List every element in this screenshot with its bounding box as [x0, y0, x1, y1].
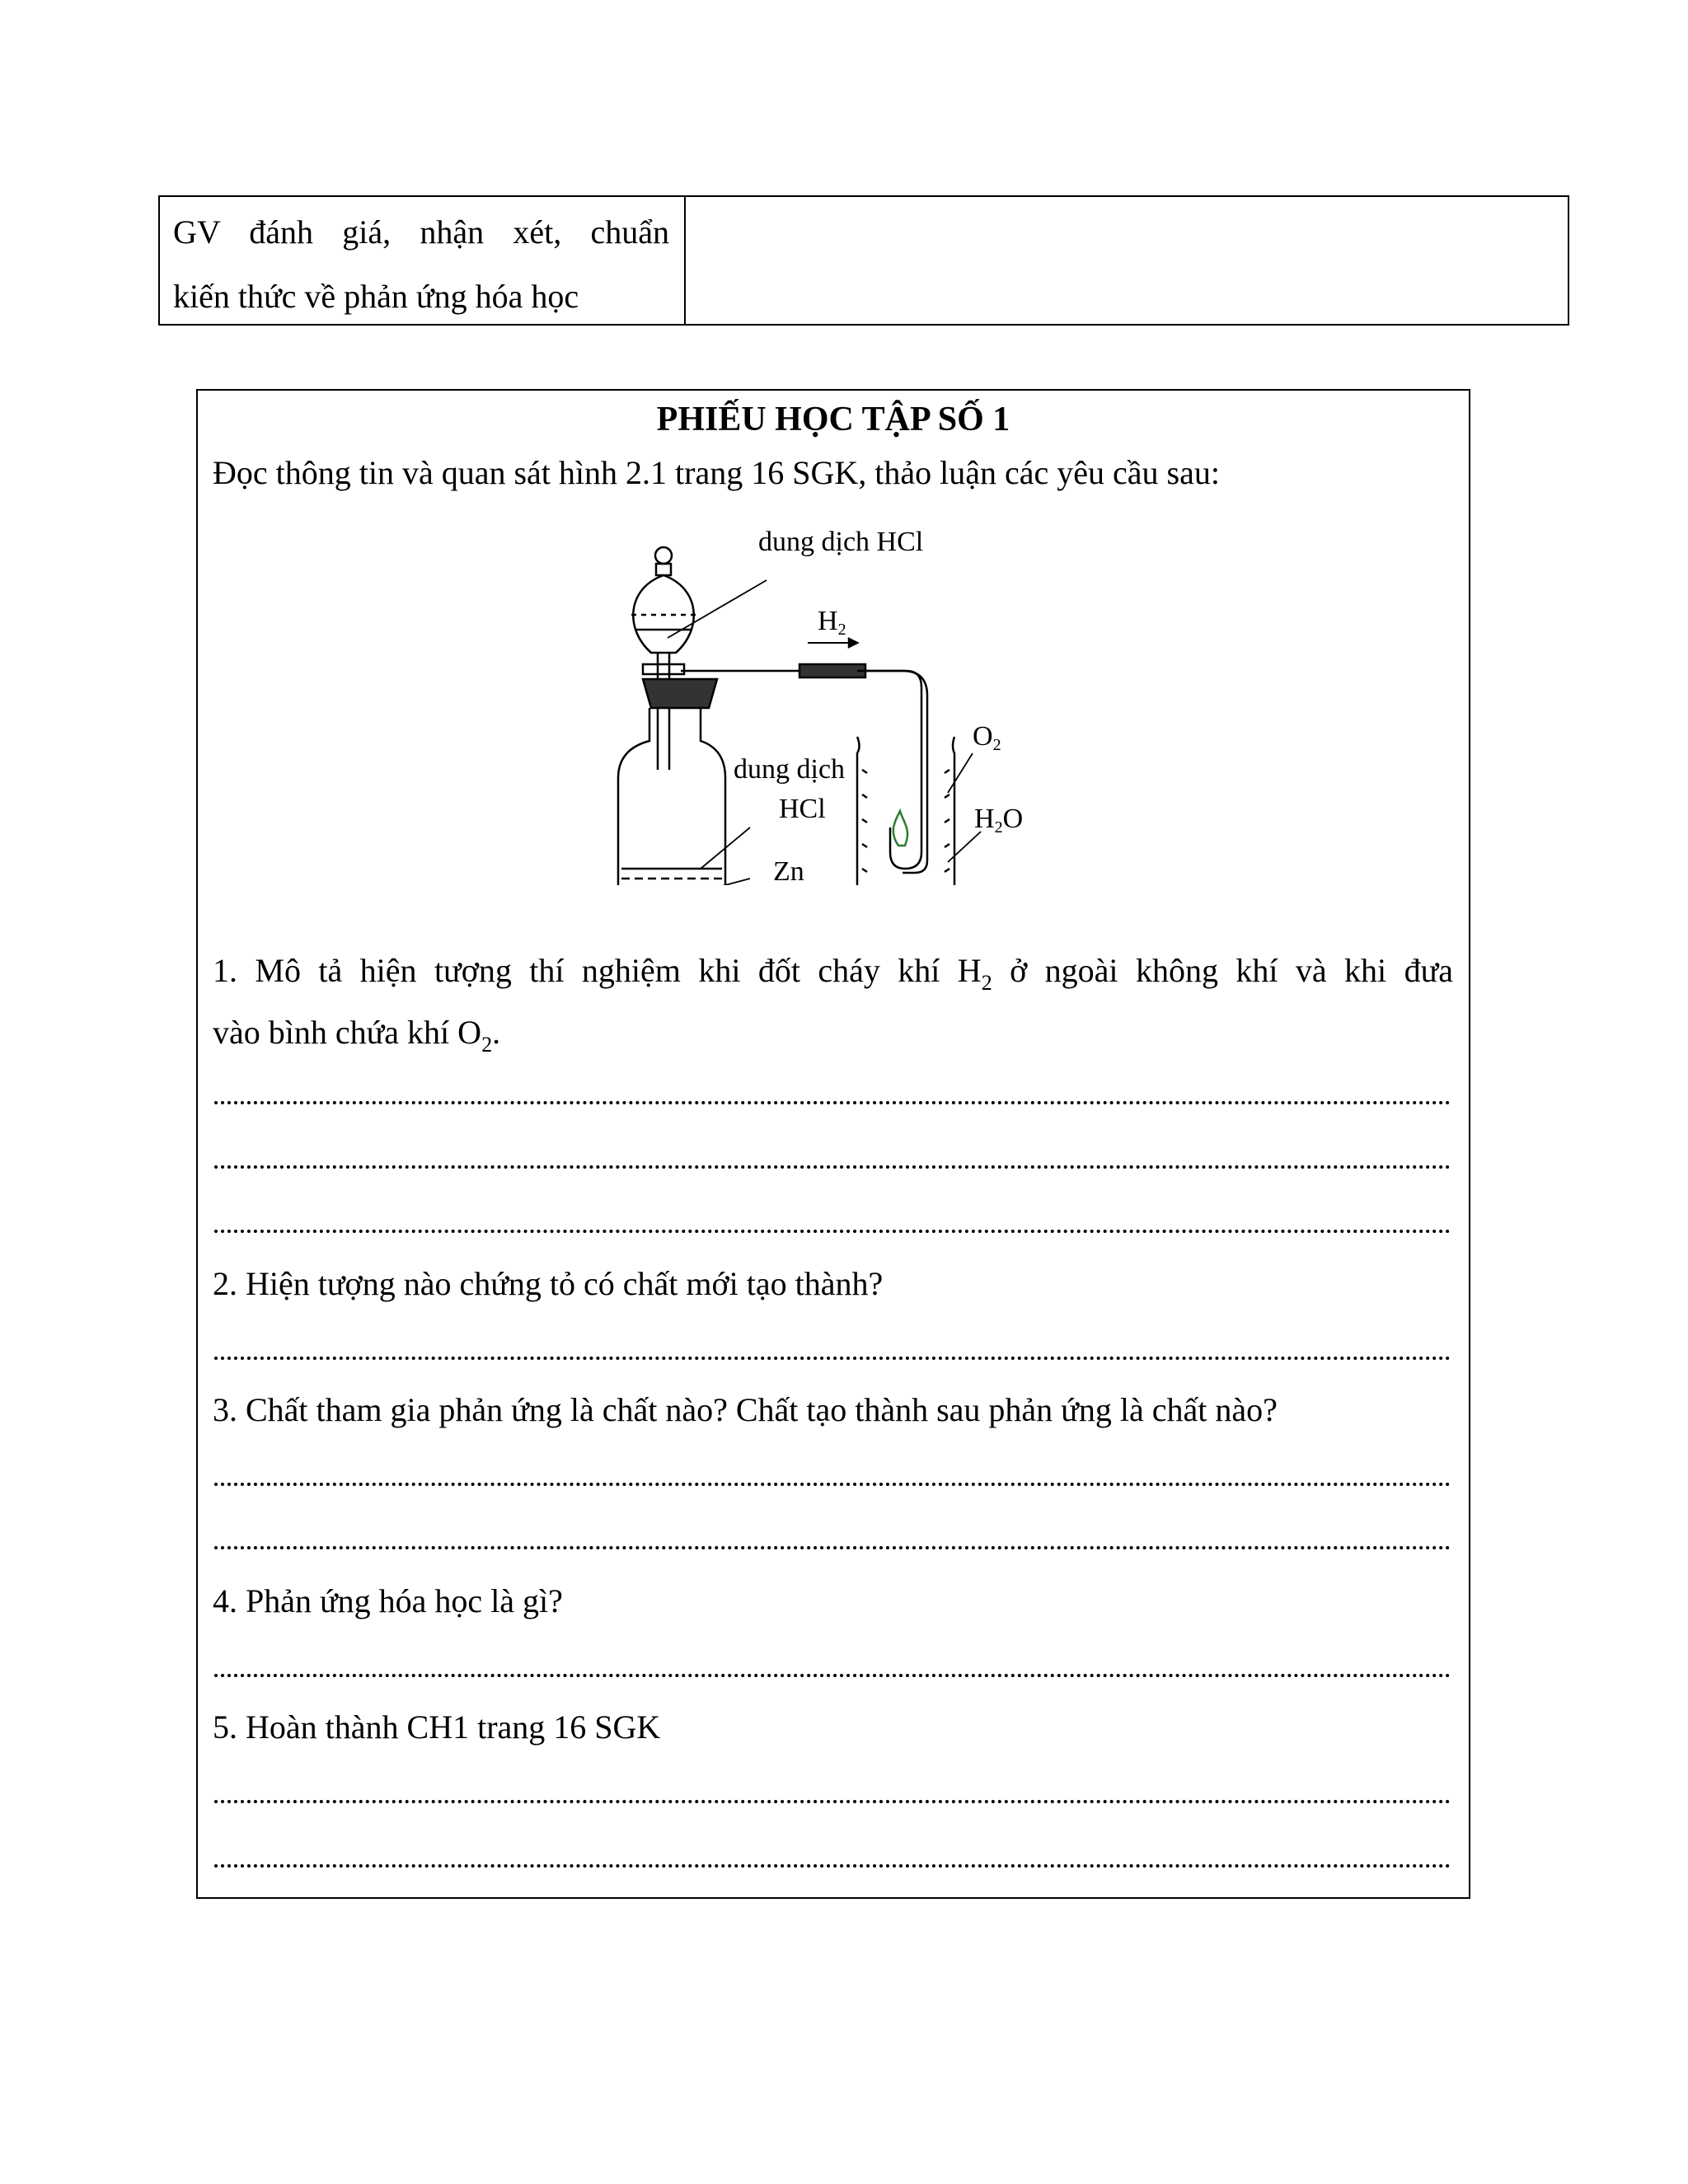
- gas-jar: [857, 737, 954, 885]
- answer-line-3a[interactable]: [214, 1483, 1451, 1486]
- label-h2o: H2O: [974, 804, 1024, 837]
- worksheet-title: PHIẾU HỌC TẬP SỐ 1: [656, 401, 1010, 438]
- experiment-figure: [610, 506, 1071, 885]
- top-table-right-cell: [686, 197, 1568, 324]
- worksheet: [196, 389, 1470, 1899]
- experiment-diagram: [610, 506, 1071, 885]
- top-left-line-2: kiến thức về phản ứng hóa học: [173, 278, 579, 315]
- question-1-line-1: 1. Mô tả hiện tượng thí nghiệm khi đốt cháy khí $H_2$ ở ngoài không khí và khi đưa: [213, 952, 1454, 995]
- answer-line-1a[interactable]: [214, 1101, 1451, 1104]
- question-3: 3. Chất tham gia phản ứng là chất nào? Chất tạo thành sau phản ứng là chất nào?: [213, 1391, 1278, 1428]
- worksheet-intro: Đọc thông tin và quan sát hình 2.1 trang 16 SGK, thảo luận các yêu cầu sau:: [213, 454, 1220, 491]
- answer-line-3b[interactable]: [214, 1546, 1451, 1549]
- question-2: 2. Hiện tượng nào chứng tỏ có chất mới tạo thành?: [213, 1265, 884, 1302]
- label-o2: O2: [973, 721, 1001, 754]
- funnel-neck: [656, 564, 671, 575]
- hydrogen-flame: [893, 811, 907, 846]
- label-bottle-solution-2: HCl: [779, 794, 826, 824]
- answer-line-5b[interactable]: [214, 1864, 1451, 1868]
- stopcock: [643, 664, 684, 674]
- rubber-tube: [799, 664, 865, 677]
- bottle-stopper: [643, 679, 717, 708]
- label-funnel: dung dịch HCl: [758, 527, 924, 557]
- top-table-left-cell: [160, 197, 686, 324]
- answer-line-4a[interactable]: [214, 1674, 1451, 1677]
- answer-line-5a[interactable]: [214, 1800, 1451, 1803]
- funnel-stopper: [655, 547, 672, 564]
- answer-line-1c[interactable]: [214, 1230, 1451, 1233]
- label-zinc: Zn: [773, 856, 804, 885]
- top-table: [158, 195, 1569, 326]
- gas-bottle: [618, 708, 725, 885]
- question-4: 4. Phản ứng hóa học là gì?: [213, 1582, 563, 1619]
- question-1-line-2: vào bình chứa khí $O_2$.: [213, 1014, 501, 1057]
- top-left-line-1: GV đánh giá, nhận xét, chuẩn: [173, 213, 669, 251]
- label-bottle-solution-1: dung dịch: [734, 754, 846, 785]
- question-5: 5. Hoàn thành CH1 trang 16 SGK: [213, 1708, 661, 1746]
- answer-line-1b[interactable]: [214, 1165, 1451, 1169]
- label-h2-arrow: H2: [818, 606, 846, 639]
- answer-line-2a[interactable]: [214, 1357, 1451, 1360]
